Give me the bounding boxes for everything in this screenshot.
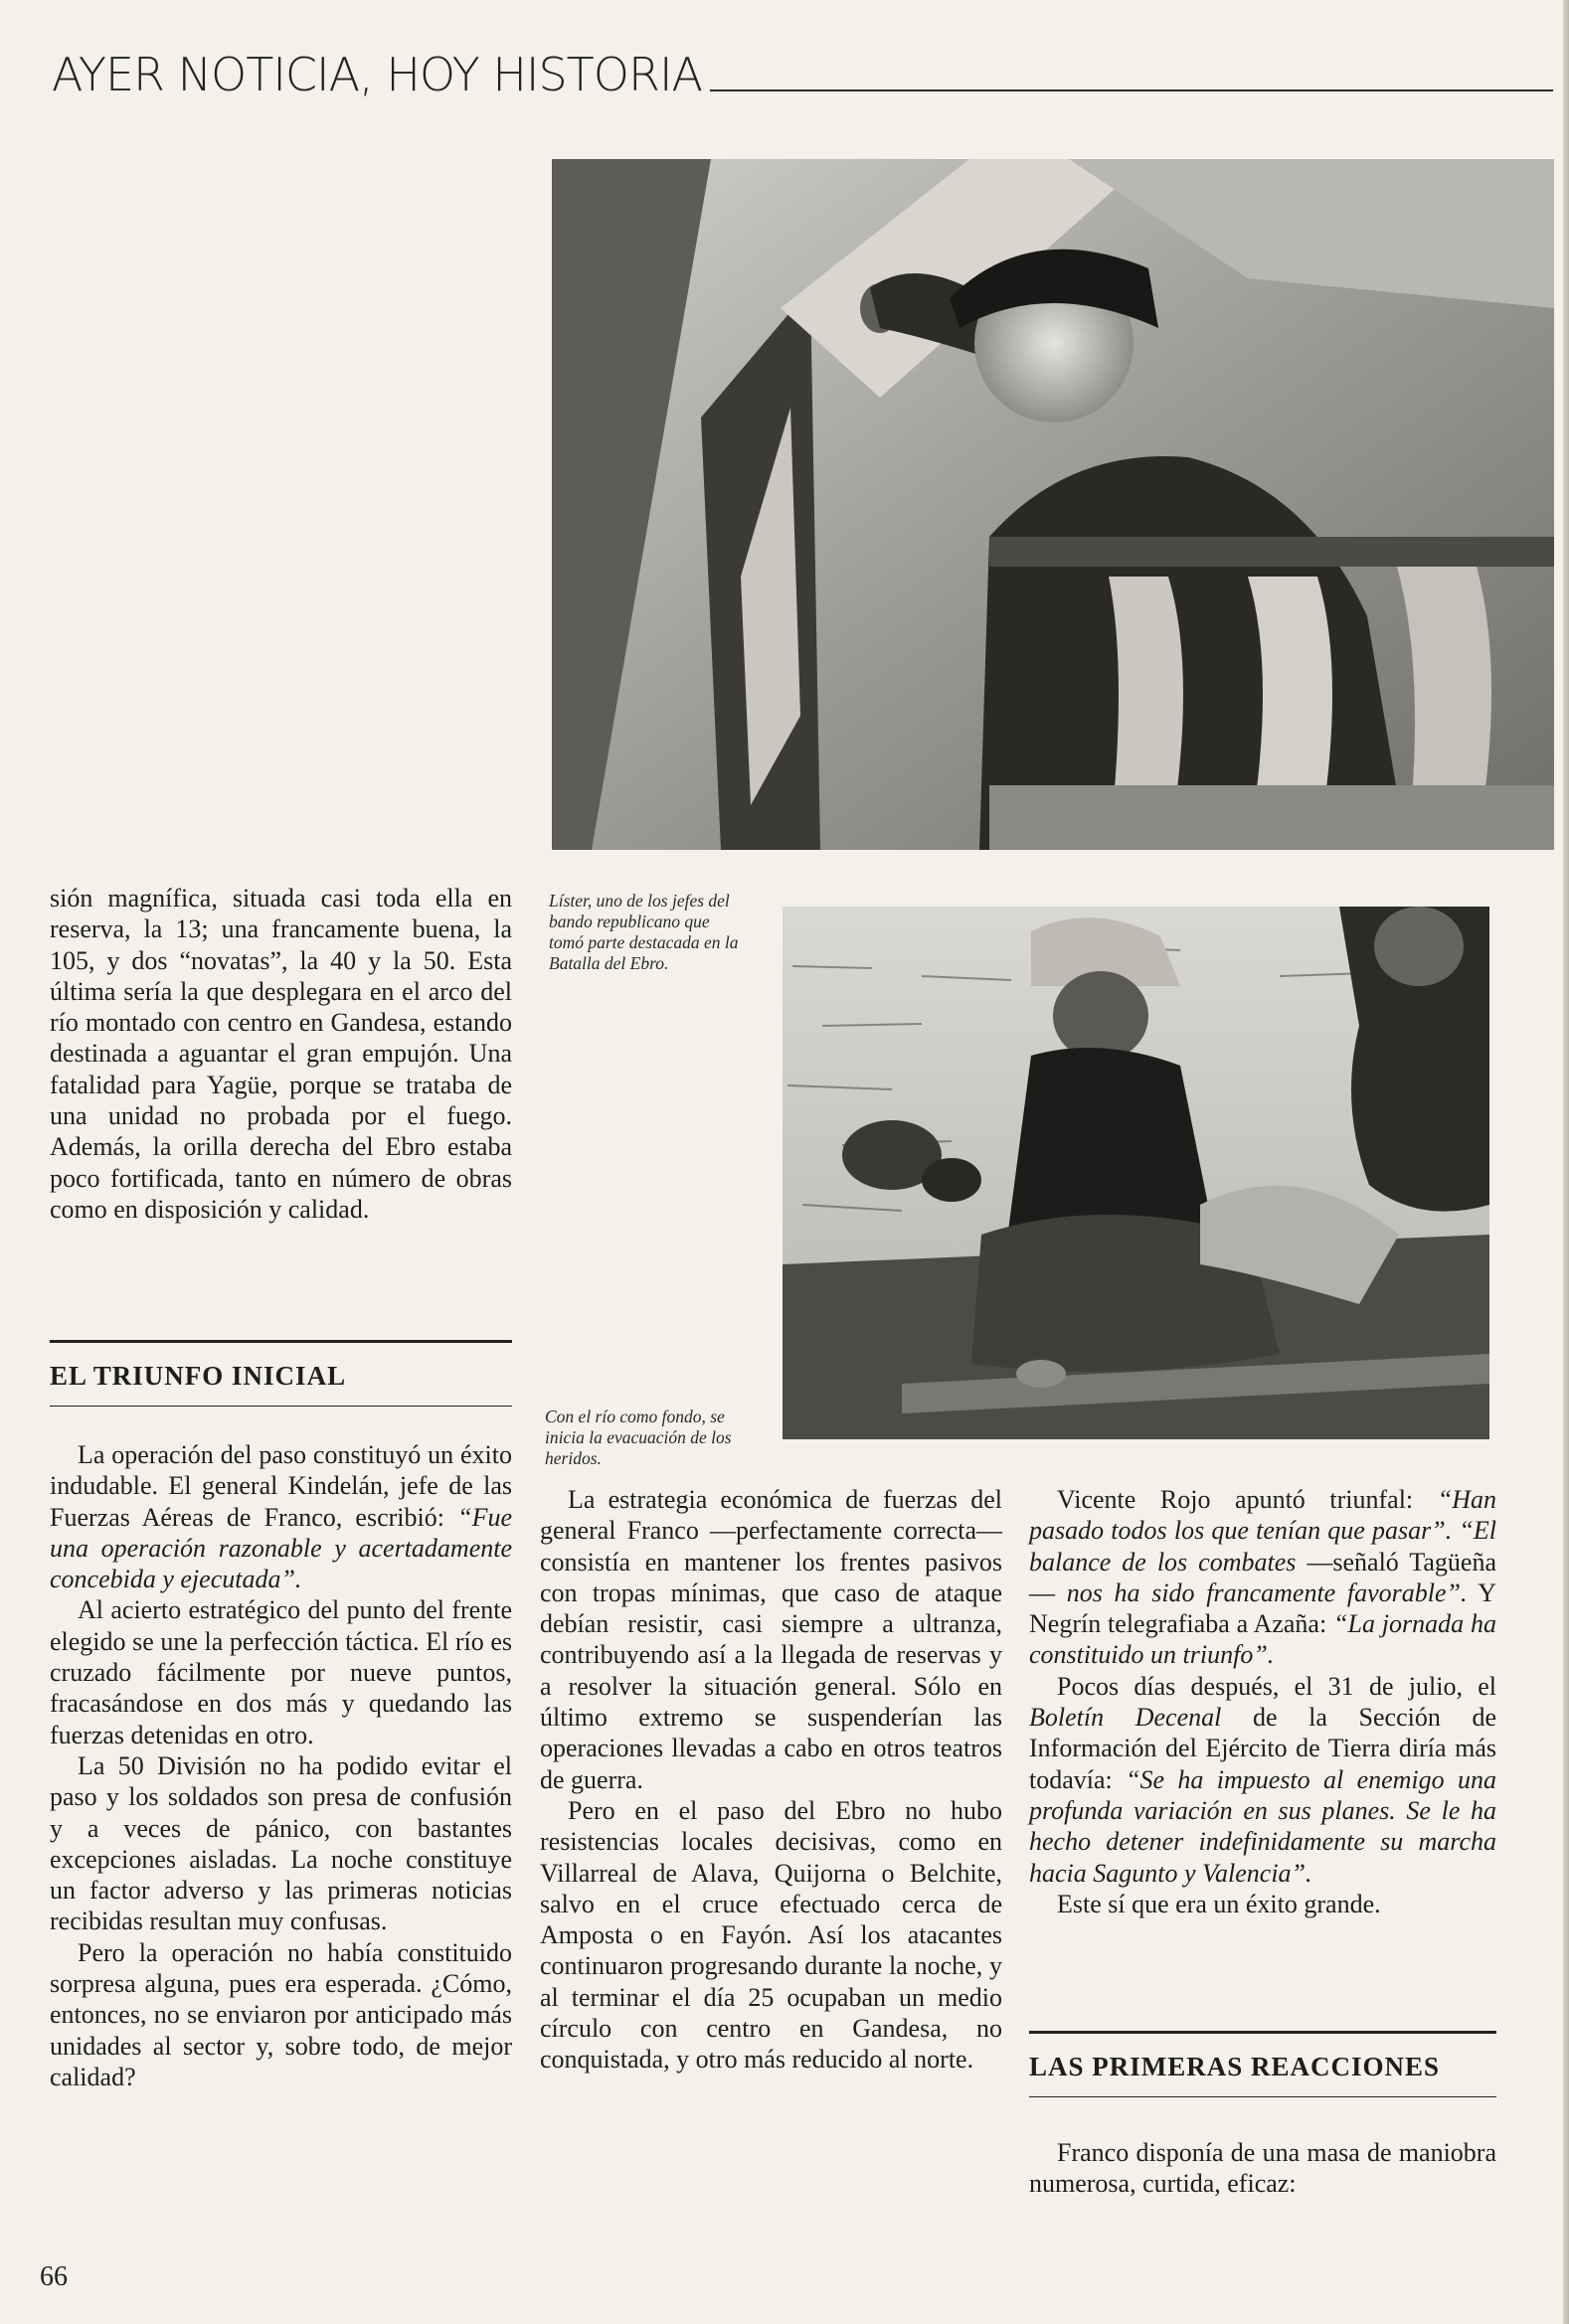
page-header	[52, 38, 1553, 101]
quote: nos ha sido francamente favorable”.	[1066, 1577, 1468, 1607]
text-span: —señaló Tagüeña—	[1029, 1547, 1497, 1607]
photo-river-evacuation-icon	[783, 907, 1489, 1439]
column-1-bottom	[50, 1439, 512, 2092]
page-edge	[1563, 0, 1569, 2324]
photo-evacuation	[783, 907, 1489, 1439]
column-3	[1029, 1484, 1496, 1919]
paragraph: Franco disponía de una masa de maniobra numerosa, curtida, eficaz:	[1029, 2138, 1496, 2199]
section-el-triunfo-inicial	[50, 1340, 512, 1407]
quote: “Se ha impuesto al enemigo una profunda variación en sus planes. Se le ha hecho detener indefinidamente su marcha hacia Sagunto y Valencia”.	[1029, 1764, 1496, 1888]
section-heading: LAS PRIMERAS REACCIONES	[1029, 2052, 1441, 2081]
column-1-top	[50, 883, 512, 1225]
text-span: de la Sección de Información del Ejército de Tierra diría más todavía:	[1029, 1703, 1496, 1794]
publication-title: Boletín Decenal	[1029, 1703, 1222, 1733]
caption-top: Líster, uno de los jefes del bando republicano que tomó parte destacada en la Batalla del Ebro.	[549, 891, 739, 973]
column-3-bottom	[1029, 2137, 1496, 2200]
paragraph: La estrategia económica de fuerzas del general Franco —perfectamente correcta— consistía en mantener los frentes pasivos con tropas mínimas, que caso de ataque debían resistir, casi siempre a ultranza, contribuyendo así a la llegada de reservas y a resolver la situación general. Sólo en último extremo se suspenderían las operaciones llevadas a cabo en otros teatros de guerra.	[540, 1485, 1002, 1794]
caption-bottom: Con el río como fondo, se inicia la evacuación de los heridos.	[545, 1407, 732, 1468]
quote: “La jornada ha constituido un triunfo”.	[1029, 1609, 1496, 1670]
section-rule-top	[1029, 2031, 1496, 2034]
text-span: Y Negrín telegrafiaba a Azaña:	[1029, 1577, 1497, 1639]
header-rule	[710, 89, 1553, 91]
section-rule-top	[50, 1340, 512, 1343]
column-2	[540, 1484, 1002, 2075]
paragraph: Pero la operación no había constituido sorpresa alguna, pues era esperada. ¿Cómo, entonces, no se enviaron por anticipado más unidades al sector y, sobre todo, de mejor calidad?	[50, 1937, 512, 2091]
paragraph	[1029, 1671, 1496, 1889]
header-title: AYER NOTICIA, HOY HISTORIA	[52, 48, 702, 101]
paragraph	[1029, 1484, 1496, 1671]
page-number: 66	[40, 2261, 68, 2292]
photo-lister-balcony-icon	[552, 159, 1554, 850]
section-rule-bottom	[50, 1406, 512, 1407]
text-span: La operación del paso constituyó un éxito indudable. El general Kindelán, jefe de las Fuerzas Aéreas de Franco, escribió:	[50, 1440, 512, 1532]
text-span: Pocos días después, el 31 de julio, el	[1057, 1671, 1496, 1701]
paragraph: Este sí que era un éxito grande.	[1057, 1889, 1381, 1918]
text-span: Vicente Rojo apuntó triunfal:	[1057, 1485, 1438, 1514]
photo-lister	[552, 159, 1554, 850]
paragraph: sión magnífica, situada casi toda ella en reserva, la 13; una francamente buena, la 105, y dos “novatas”, la 40 y la 50. Esta última sería la que desplegara en el arco del río montado con centro en Gandesa, estando destinada a aguantar el gran empujón. Una fatalidad para Yagüe, porque se trataba de una unidad no probada por el fuego. Además, la orilla derecha del Ebro estaba poco fortificada, tanto en número de obras como en disposición y calidad.	[50, 884, 512, 1224]
paragraph	[50, 1439, 512, 1594]
section-las-primeras-reacciones	[1029, 2031, 1496, 2097]
section-rule-bottom	[1029, 2096, 1496, 2097]
quote: “Fue una operación razonable y acertadamente concebida y ejecutada”.	[50, 1502, 512, 1594]
section-heading: EL TRIUNFO INICIAL	[50, 1361, 347, 1391]
paragraph: Al acierto estratégico del punto del frente elegido se une la perfección táctica. El río es cruzado fácilmente por nueve puntos, fracasándose en dos más y quedando las fuerzas detenidas en otro.	[50, 1595, 512, 1749]
paragraph: Pero en el paso del Ebro no hubo resistencias locales decisivas, como en Villarreal de Alava, Quijorna o Belchite, salvo en el cruce efectuado cerca de Amposta o en Fayón. Así los atacantes continuaron progresando durante la noche, y al terminar el día 25 ocupaban un medio círculo con centro en Gandesa, no conquistada, y otro más reducido al norte.	[540, 1795, 1002, 2075]
quote: “Han pasado todos los que tenían que pasar”. “El balance de los combates	[1029, 1485, 1496, 1577]
paragraph: La 50 División no ha podido evitar el paso y los soldados son presa de confusión y a veces de pánico, con bastantes excepciones aisladas. La noche constituye un factor adverso y las primeras noticias recibidas resultan muy confusas.	[50, 1750, 512, 1936]
